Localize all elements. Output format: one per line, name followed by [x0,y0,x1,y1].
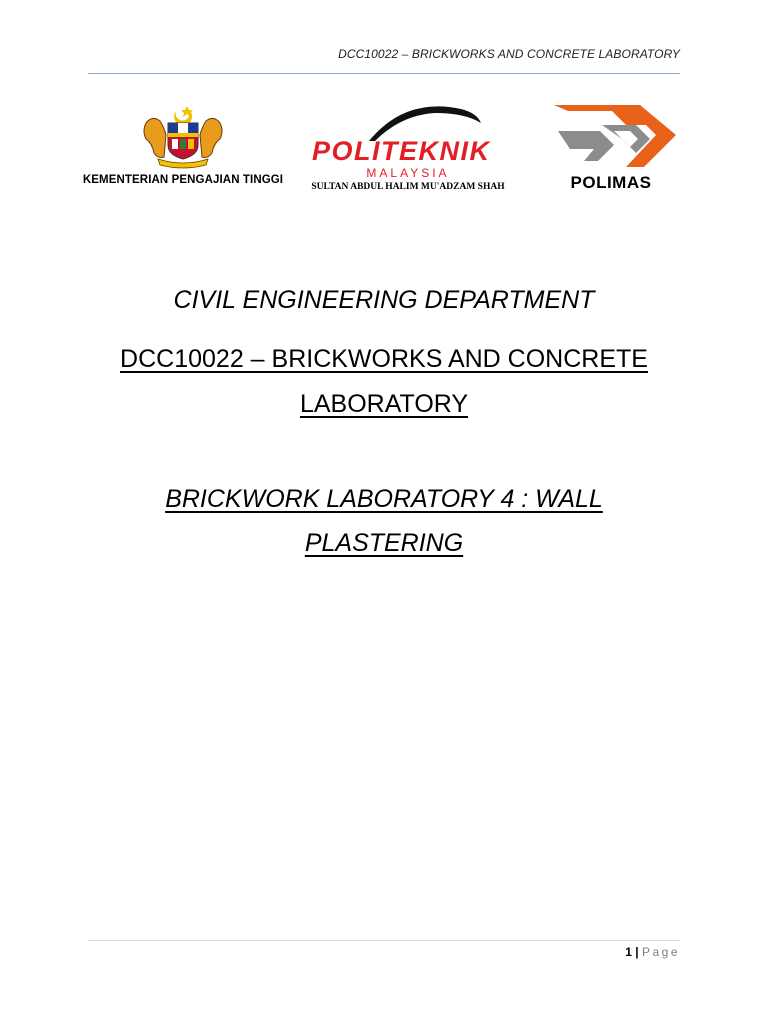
polimas-emblem-icon [540,101,682,171]
lab-title [0,477,768,565]
logo-row [0,95,768,205]
header-rule [88,73,680,74]
page-number: 1 [625,945,632,959]
polimas-name: POLIMAS [570,173,652,192]
footer-rule [88,940,680,941]
politeknik-campus: SULTAN ABDUL HALIM MU'ADZAM SHAH [311,182,505,192]
department-title: CIVIL ENGINEERING DEPARTMENT [173,286,595,314]
kpt-caption: KEMENTERIAN PENGAJIAN TINGGI [82,174,284,186]
lab-title-line-1: BRICKWORK LABORATORY 4 : WALL [165,485,603,513]
page-footer [88,940,680,970]
kpt-logo [80,101,286,197]
page-word: Page [641,945,680,959]
malaysia-coat-of-arms-icon [140,101,226,169]
course-title-line-2: LABORATORY [299,390,469,418]
running-header-title: DCC10022 – BRICKWORKS AND CONCRETE LABORATORY [338,47,680,61]
polimas-logo [540,101,682,197]
running-header [88,0,680,76]
lab-title-line-2: PLASTERING [304,529,464,557]
course-title-line-1: DCC10022 – BRICKWORKS AND CONCRETE [120,345,648,373]
course-title [0,337,768,427]
page-separator: | [635,945,639,959]
politeknik-country: MALAYSIA [366,166,450,180]
page-indicator [625,945,680,959]
politeknik-wordmark: POLITEKNIK [312,136,491,166]
politeknik-logo [310,103,506,199]
